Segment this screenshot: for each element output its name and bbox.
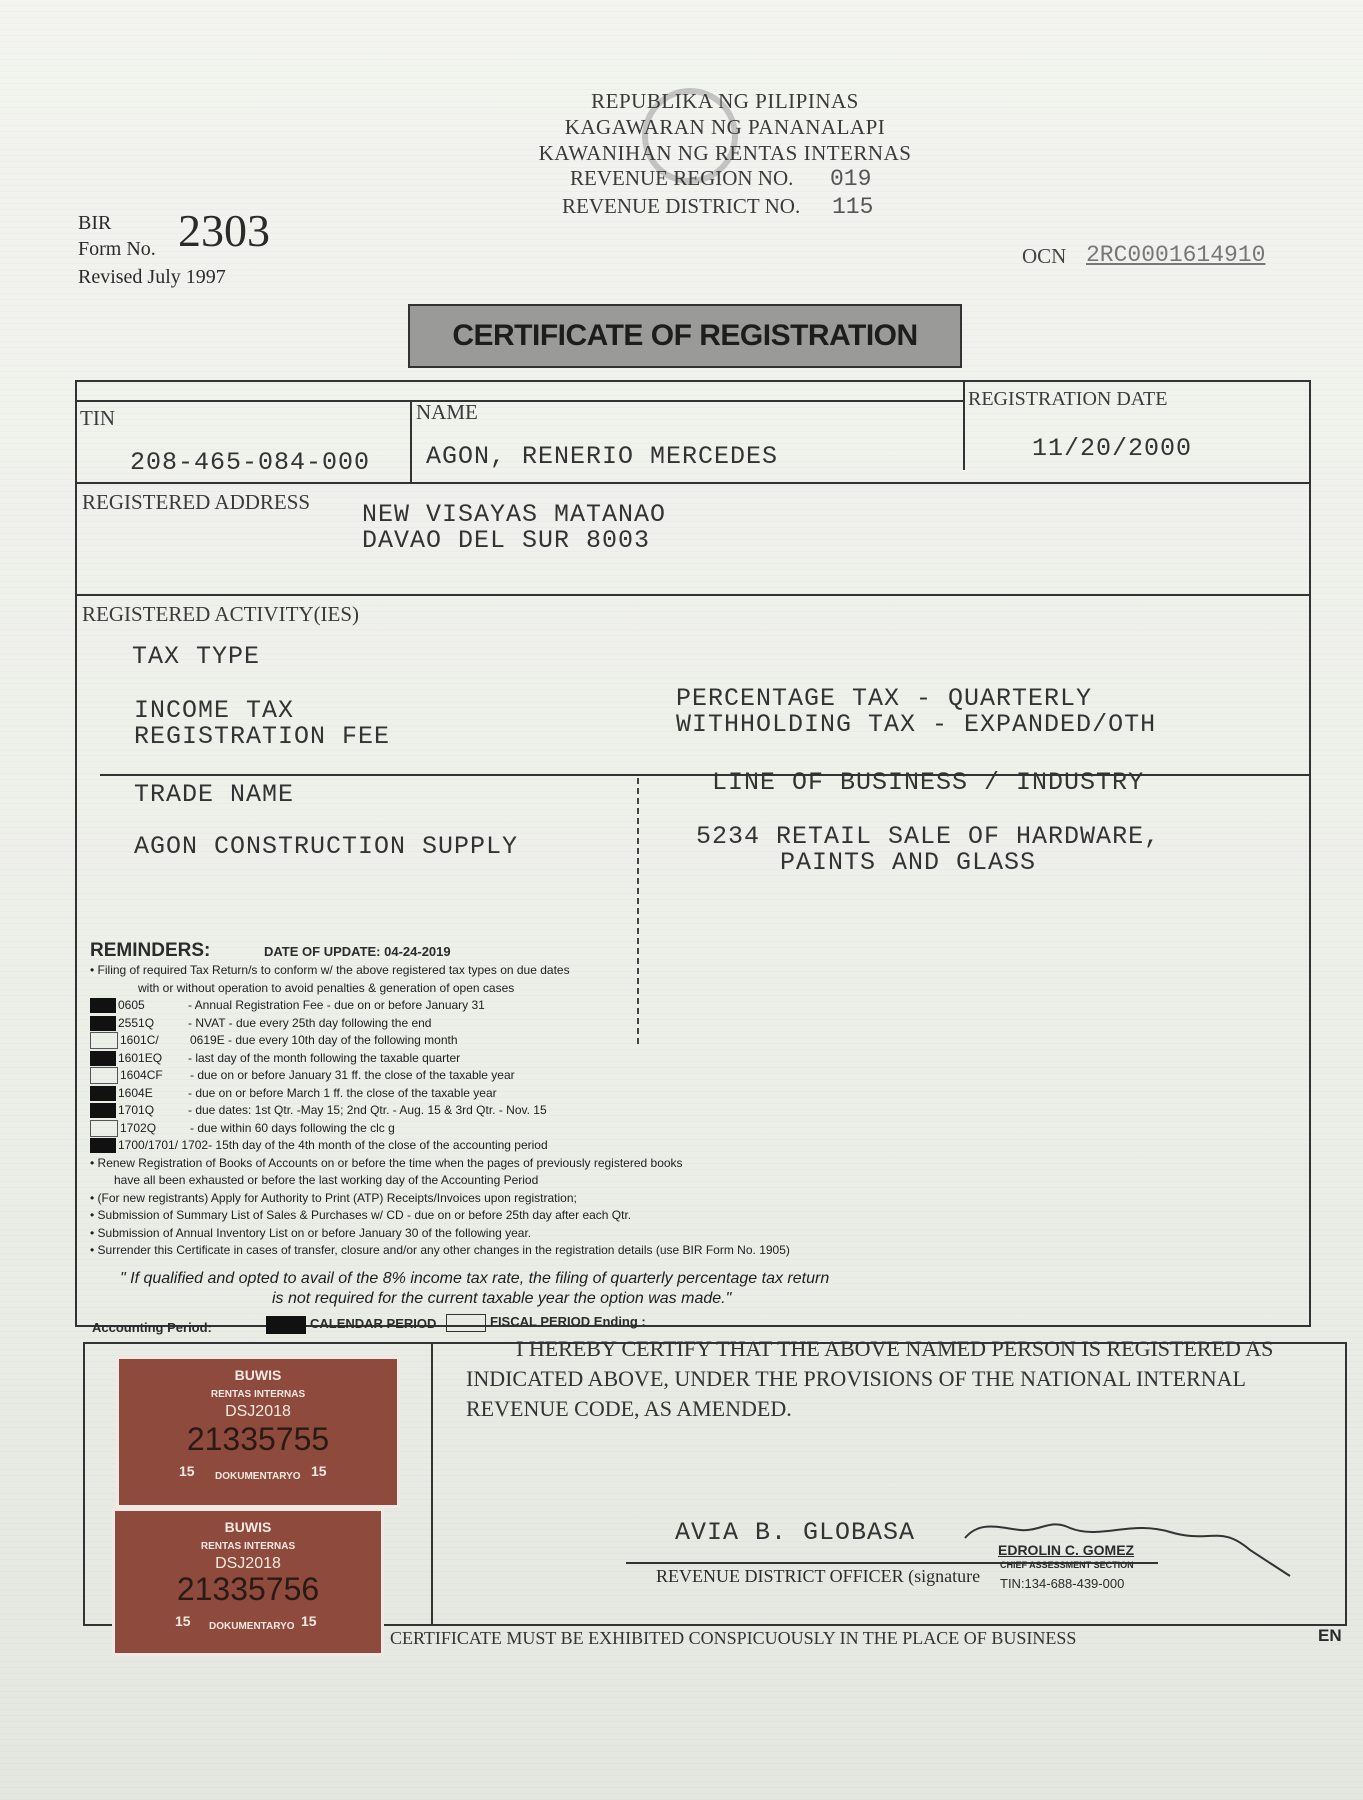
- income-tax-note-1: " If qualified and opted to avail of the 8% income tax rate, the filing of quarterly percentage tax return: [120, 1270, 830, 1287]
- tin-label: TIN: [80, 406, 115, 430]
- reminder-form-row: [90, 1015, 810, 1033]
- form-due-text: 0619E - due every 10th day of the following month: [190, 1033, 458, 1047]
- line-of-business-label: LINE OF BUSINESS / INDUSTRY: [712, 768, 1145, 797]
- documentary-stamp-1: [116, 1356, 400, 1508]
- stamp-1-number: 21335755: [186, 1421, 330, 1457]
- stamp-1-rentas: RENTAS INTERNAS: [210, 1389, 306, 1400]
- certification-divider: [431, 1342, 433, 1626]
- stamp-2-rentas: RENTAS INTERNAS: [200, 1541, 296, 1552]
- tax-type-registration-fee: REGISTRATION FEE: [134, 722, 391, 751]
- reminder-bullet-filing: • Filing of required Tax Return/s to conform w/ the above registered tax types on due dates: [90, 963, 570, 977]
- form-checkbox: [90, 1032, 118, 1049]
- bir-label: BIR: [78, 212, 112, 234]
- name-label: NAME: [416, 400, 478, 424]
- address-line-2: DAVAO DEL SUR 8003: [362, 526, 651, 555]
- registration-date-label: REGISTRATION DATE: [968, 388, 1168, 410]
- officer-name: AVIA B. GLOBASA: [675, 1518, 916, 1547]
- stamp-1-dokumentaryo: DOKUMENTARYO: [215, 1471, 301, 1482]
- form-due-text: - due on or before January 31 ff. the close of the taxable year: [190, 1068, 515, 1082]
- trade-name-label: TRADE NAME: [134, 780, 295, 809]
- district-number: 115: [832, 194, 874, 220]
- reminders-update-date: DATE OF UPDATE: 04-24-2019: [264, 944, 451, 959]
- form-code: 1604CF: [120, 1068, 163, 1082]
- district-label: REVENUE DISTRICT NO.: [562, 194, 801, 218]
- date-top-line: [963, 380, 1311, 382]
- stamp-officer-tin: TIN:134-688-439-000: [1000, 1576, 1125, 1591]
- header-republic: REPUBLIKA NG PILIPINAS: [591, 89, 859, 113]
- registration-date-value: 11/20/2000: [1032, 434, 1193, 463]
- header-department: KAGAWARAN NG PANANALAPI: [564, 115, 886, 139]
- stamp-1-value-right: 15: [311, 1463, 327, 1479]
- form-code: 1700/1701/ 1702: [118, 1138, 209, 1152]
- reminder-bullet-summary: • Submission of Summary List of Sales & Purchases w/ CD - due on or before 25th day after each Qtr.: [90, 1208, 632, 1222]
- stamp-2-value-right: 15: [301, 1613, 317, 1629]
- form-due-text: - last day of the month following the taxable quarter: [188, 1050, 461, 1065]
- line-of-business-2: PAINTS AND GLASS: [780, 848, 1037, 877]
- footer-exhibit-notice: CERTIFICATE MUST BE EXHIBITED CONSPICUOUSLY IN THE PLACE OF BUSINESS: [390, 1628, 1077, 1648]
- form-code: 1701Q: [118, 1103, 155, 1117]
- stamp-1-series: DSJ2018: [225, 1403, 291, 1420]
- certification-statement: I HEREBY CERTIFY THAT THE ABOVE NAMED PERSON IS REGISTERED AS INDICATED ABOVE, UNDER THE PROVISIONS OF THE NATIONAL INTERNAL REVENUE CODE, AS AMENDED.: [466, 1336, 1274, 1421]
- form-checkbox: [90, 1103, 116, 1118]
- stamp-2-series: DSJ2018: [215, 1555, 281, 1572]
- form-code: 2551Q: [118, 1015, 155, 1030]
- stamp-officer-title: CHIEF ASSESSMENT SECTION: [1000, 1560, 1134, 1570]
- stamp-1-value-left: 15: [179, 1463, 195, 1479]
- fiscal-period-checkbox: [446, 1314, 486, 1332]
- tax-type-withholding: WITHHOLDING TAX - EXPANDED/OTH: [676, 710, 1157, 739]
- stamp-1-buwis: BUWIS: [234, 1367, 282, 1383]
- form-code: 1702Q: [120, 1120, 157, 1135]
- form-due-text: - due within 60 days following the clc g: [190, 1120, 395, 1135]
- reminder-form-row: [90, 1137, 810, 1155]
- form-revised: Revised July 1997: [78, 266, 226, 288]
- activities-label: REGISTERED ACTIVITY(IES): [82, 602, 360, 626]
- tax-type-income: INCOME TAX: [134, 696, 295, 725]
- reminder-tax-form-list: [90, 997, 810, 1155]
- form-checkbox: [90, 998, 116, 1013]
- address-label: REGISTERED ADDRESS: [82, 490, 311, 514]
- region-number: 019: [830, 166, 872, 192]
- reminder-form-row: [90, 1085, 810, 1103]
- ocn-value: 2RC0001614910: [1086, 242, 1266, 268]
- reminder-form-row: [90, 1102, 810, 1120]
- reminder-bullet-filing-cont: with or without operation to avoid penalties & generation of open cases: [138, 980, 515, 995]
- reminder-bullet-surrender: • Surrender this Certificate in cases of transfer, closure and/or any other changes in the registration details (use BIR Form No. 1905): [90, 1243, 790, 1257]
- reminder-bullet-inventory: • Submission of Annual Inventory List on or before January 30 of the following year.: [90, 1225, 532, 1240]
- form-checkbox: [90, 1051, 116, 1066]
- line-of-business-1: 5234 RETAIL SALE OF HARDWARE,: [696, 822, 1161, 851]
- form-checkbox: [90, 1016, 116, 1031]
- form-due-text: - Annual Registration Fee - due on or before January 31: [188, 998, 485, 1012]
- tin-value: 208-465-084-000: [130, 448, 371, 477]
- reminder-bullet-books: • Renew Registration of Books of Accounts on or before the time when the pages of previously registered books: [90, 1155, 683, 1170]
- stamp-officer-name: EDROLIN C. GOMEZ: [998, 1542, 1135, 1558]
- form-checkbox: [90, 1086, 116, 1101]
- stamp-2-dokumentaryo: DOKUMENTARYO: [209, 1621, 295, 1632]
- fiscal-period-label: FISCAL PERIOD Ending :: [490, 1314, 646, 1329]
- divider-tin-name: [410, 400, 412, 484]
- form-checkbox: [90, 1138, 116, 1153]
- form-no-label: Form No.: [78, 238, 156, 260]
- row-line-1: [75, 482, 1311, 484]
- calendar-period-label: CALENDAR PERIOD: [310, 1316, 437, 1331]
- reminder-form-row: [90, 1067, 810, 1085]
- tin-top-line: [75, 400, 965, 402]
- certificate-title: CERTIFICATE OF REGISTRATION: [408, 304, 962, 368]
- header-bureau: KAWANIHAN NG RENTAS INTERNAS: [538, 141, 912, 165]
- form-code: 0605: [118, 998, 145, 1012]
- form-due-text: - due dates: 1st Qtr. -May 15; 2nd Qtr. - Aug. 15 & 3rd Qtr. - Nov. 15: [188, 1103, 547, 1117]
- name-value: AGON, RENERIO MERCEDES: [426, 442, 779, 471]
- form-code: 1601EQ: [118, 1050, 163, 1065]
- corner-mark: EN: [1318, 1626, 1342, 1645]
- officer-title: REVENUE DISTRICT OFFICER (signature: [656, 1566, 981, 1586]
- form-code: 1601C/: [120, 1033, 159, 1047]
- form-checkbox: [90, 1067, 118, 1084]
- form-due-text: - NVAT - due every 25th day following the end: [188, 1015, 432, 1030]
- tax-type-percentage: PERCENTAGE TAX - QUARTERLY: [676, 684, 1093, 713]
- reminder-bullet-atp: • (For new registrants) Apply for Authority to Print (ATP) Receipts/Invoices upon registration;: [90, 1190, 577, 1205]
- row-line-2: [75, 594, 1311, 596]
- form-code: 1604E: [118, 1085, 153, 1100]
- reminder-form-row: [90, 997, 810, 1015]
- form-due-text: - due on or before March 1 ff. the close of the taxable year: [188, 1085, 497, 1100]
- reminder-form-row: [90, 1120, 810, 1138]
- income-tax-note-2: is not required for the current taxable year the option was made.": [272, 1290, 732, 1307]
- stamp-2-buwis: BUWIS: [224, 1519, 272, 1535]
- reminder-form-row: [90, 1050, 810, 1068]
- reminders-body: [90, 962, 810, 1260]
- stamp-2-value-left: 15: [175, 1613, 191, 1629]
- calendar-period-checkbox: [266, 1316, 306, 1334]
- documentary-stamp-2: [112, 1508, 384, 1656]
- reminder-bullet-books-cont: have all been exhausted or before the last working day of the Accounting Period: [114, 1173, 539, 1187]
- divider-name-date: [963, 380, 965, 470]
- reminder-form-row: [90, 1032, 810, 1050]
- tax-type-label: TAX TYPE: [132, 642, 261, 671]
- form-checkbox: [90, 1120, 118, 1137]
- reminders-title: REMINDERS:: [90, 940, 211, 961]
- address-line-1: NEW VISAYAS MATANAO: [362, 500, 667, 529]
- accounting-period-label: Accounting Period:: [92, 1320, 212, 1335]
- form-number: 2303: [178, 205, 270, 256]
- stamp-2-number: 21335756: [176, 1571, 320, 1607]
- region-label: REVENUE REGION NO.: [570, 166, 794, 190]
- form-due-text: - 15th day of the 4th month of the close of the accounting period: [208, 1138, 548, 1152]
- ocn-label: OCN: [1022, 244, 1067, 268]
- trade-name-value: AGON CONSTRUCTION SUPPLY: [134, 832, 519, 861]
